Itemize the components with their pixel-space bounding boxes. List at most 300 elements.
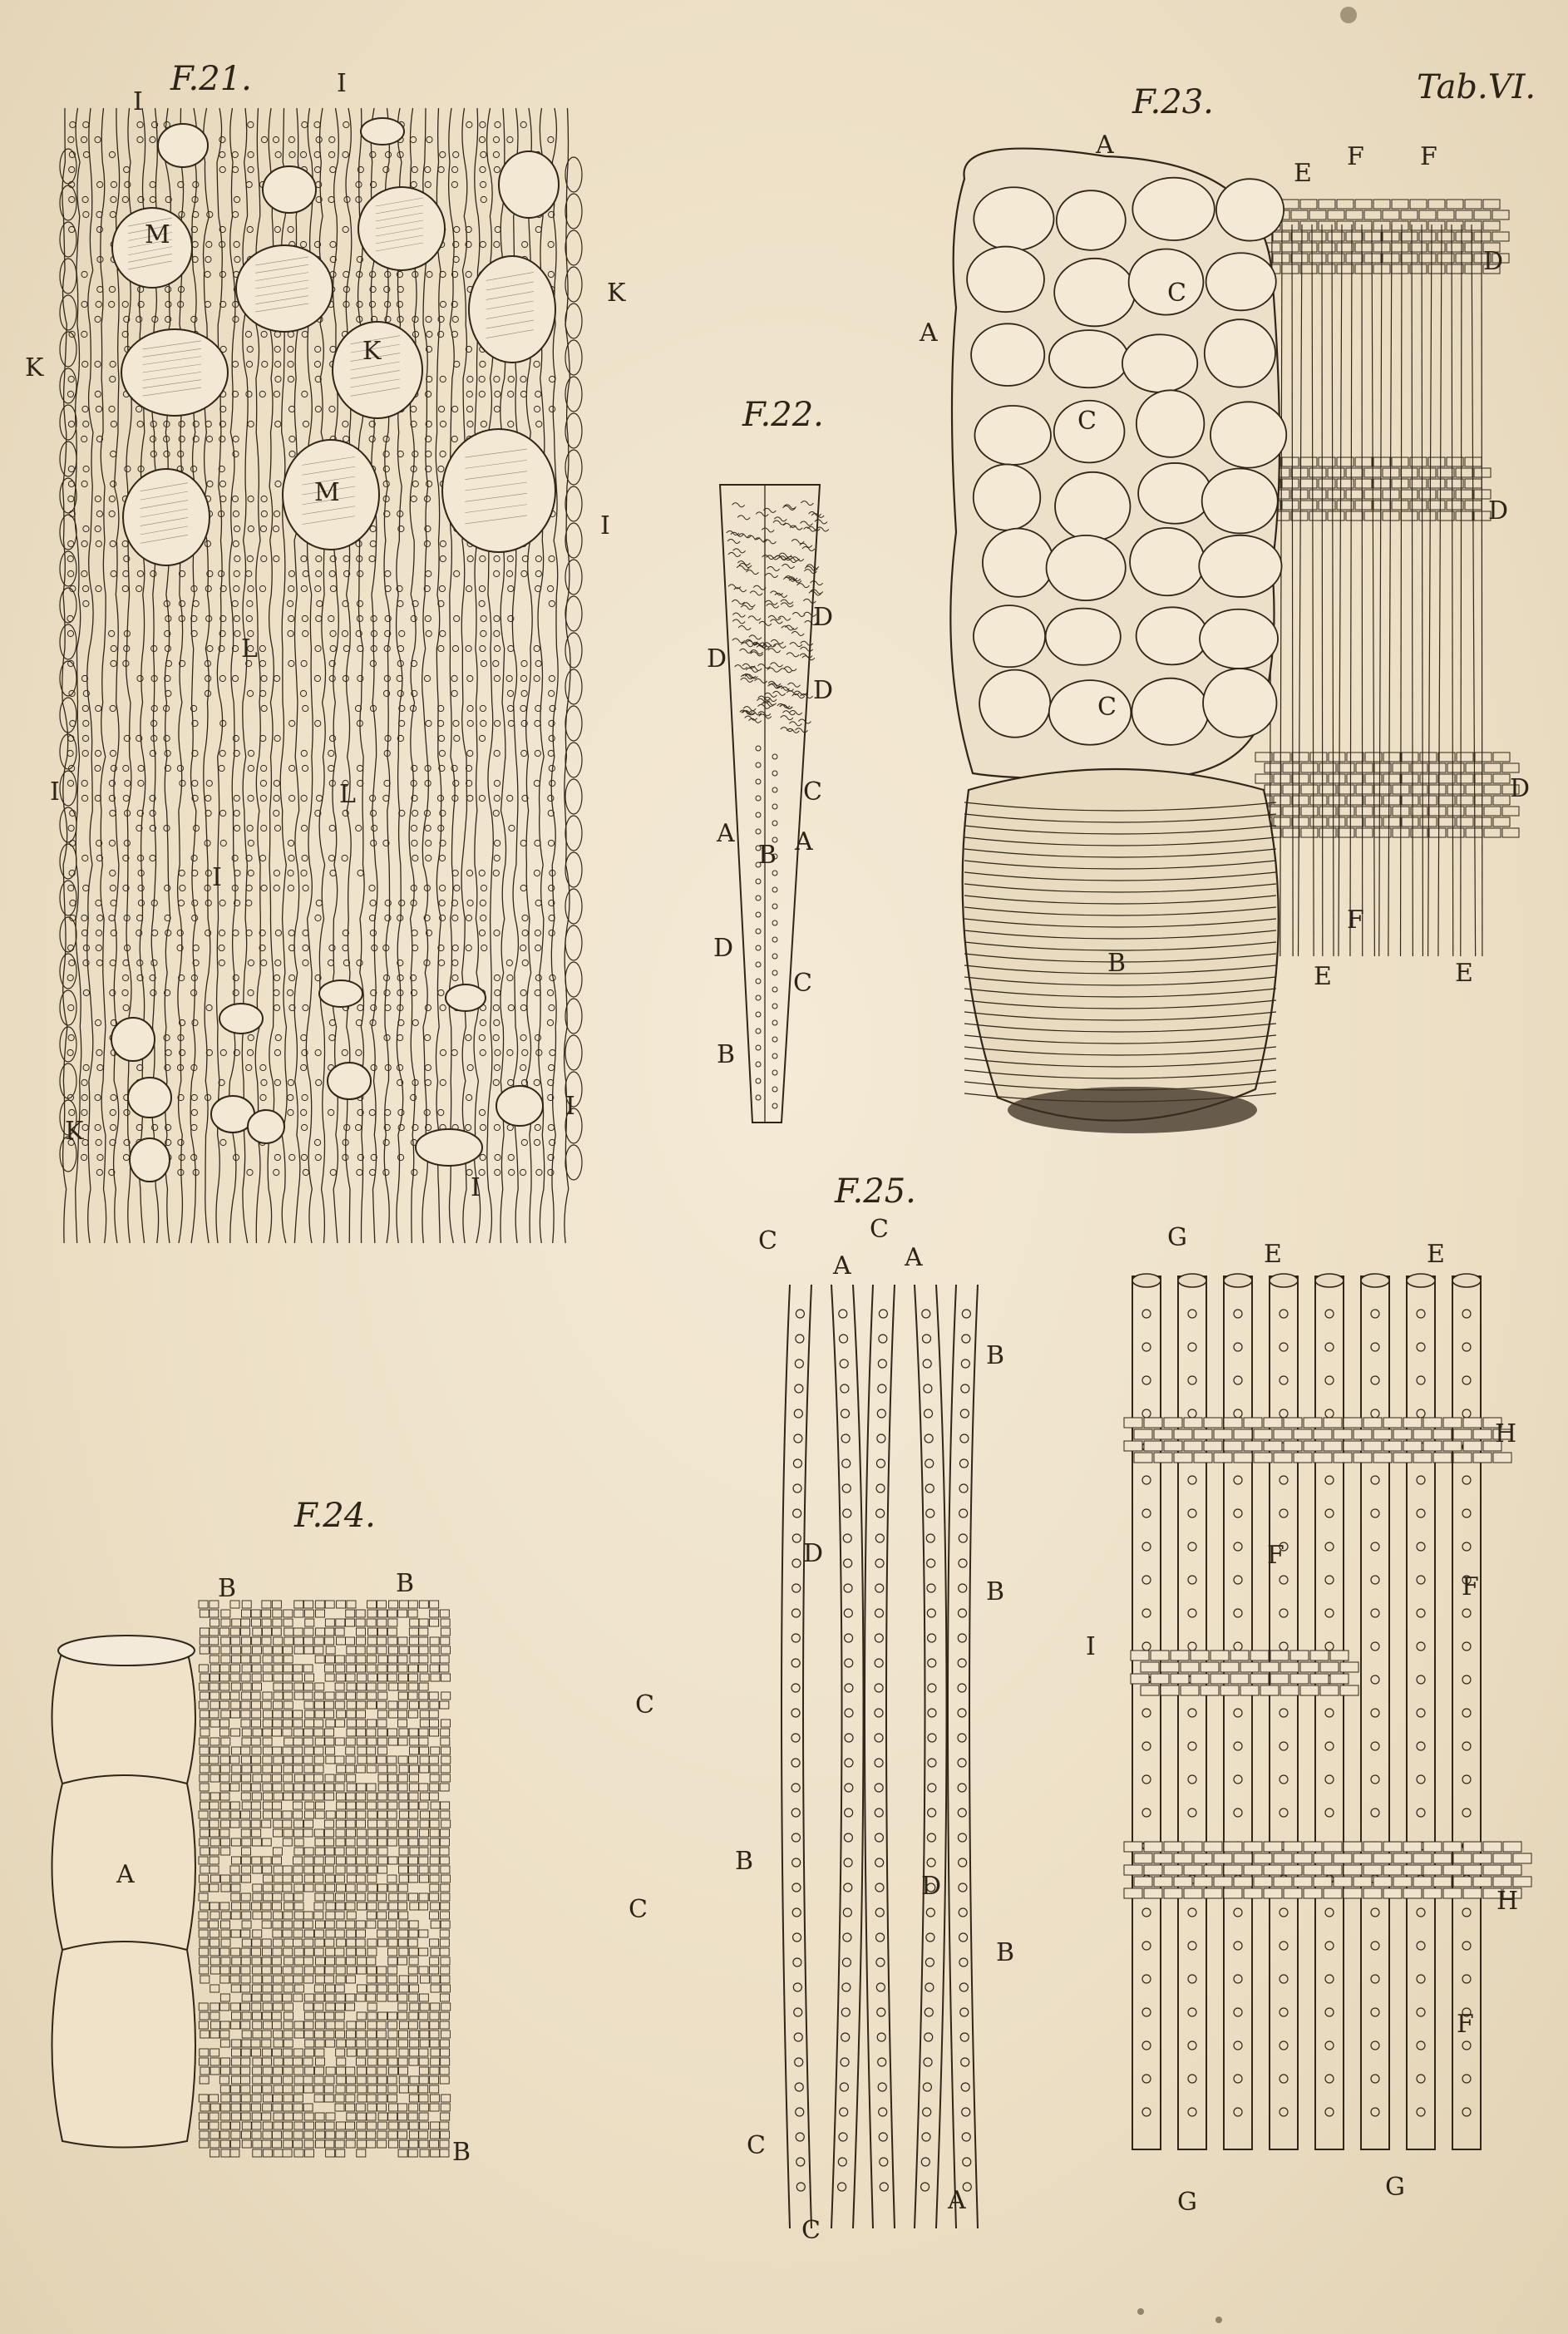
tissue-cell xyxy=(408,2085,417,2093)
vessel-pit xyxy=(925,1434,933,1443)
pit xyxy=(424,1109,430,1115)
pit xyxy=(300,151,306,157)
pit xyxy=(110,885,116,891)
tissue-cell xyxy=(242,1683,251,1690)
pit xyxy=(248,989,254,995)
tissue-cell xyxy=(398,1902,407,1910)
tissue-cell xyxy=(230,1628,239,1636)
ray-cell xyxy=(1274,753,1290,762)
tube-pit xyxy=(1325,1908,1334,1917)
tissue-cell xyxy=(440,1829,449,1837)
pit xyxy=(480,361,486,367)
tube-pit xyxy=(1462,1709,1471,1717)
tissue-cell xyxy=(409,2058,418,2065)
pit xyxy=(274,885,279,891)
tissue-cell xyxy=(357,1902,366,1910)
vessel-pit xyxy=(845,1784,853,1792)
tissue-cell xyxy=(316,1628,325,1636)
ray-cell xyxy=(1329,817,1345,827)
tissue-cell xyxy=(263,1747,272,1754)
pit xyxy=(520,1034,526,1040)
f21-label: L xyxy=(241,634,258,664)
ray-cell xyxy=(1355,501,1372,510)
pit xyxy=(467,1064,473,1070)
tissue-cell xyxy=(231,1884,240,1892)
tube-pit xyxy=(1142,1642,1151,1651)
pit xyxy=(247,1169,253,1175)
pit xyxy=(412,945,417,950)
strip-fleck xyxy=(741,643,753,647)
f25-label: D xyxy=(803,1539,824,1568)
tissue-cell xyxy=(304,1866,313,1873)
tissue-cell xyxy=(430,1765,439,1773)
ray-cell xyxy=(1383,511,1399,521)
tissue-cell xyxy=(441,1729,450,1736)
pit xyxy=(177,765,183,771)
tube-pit xyxy=(1325,1642,1334,1651)
tissue-cell xyxy=(377,1976,387,1983)
tissue-cell xyxy=(377,1756,386,1764)
tissue-cell xyxy=(347,1683,356,1690)
tissue-cell xyxy=(221,2058,230,2065)
tissue-cell xyxy=(440,2131,449,2139)
ray-cell xyxy=(1437,210,1454,220)
pit xyxy=(329,136,335,142)
tissue-cell xyxy=(409,1793,418,1800)
vessel-tube xyxy=(1315,1276,1344,2149)
ray-cell xyxy=(1447,243,1463,252)
ray-cell xyxy=(1493,796,1510,805)
tissue-cell xyxy=(429,1720,438,1727)
pit xyxy=(179,600,185,606)
tissue-cell xyxy=(367,1637,377,1645)
tissue-cell xyxy=(388,1985,397,1992)
vessel-pit xyxy=(878,2058,886,2066)
tissue-cell xyxy=(419,1692,428,1700)
tissue-cell xyxy=(367,2122,376,2129)
tissue-cell xyxy=(262,1966,271,1974)
tissue-cell xyxy=(305,1674,314,1681)
tissue-cell xyxy=(283,1875,292,1882)
tissue-cell xyxy=(304,2113,313,2120)
tissue-cell xyxy=(263,1765,272,1773)
tissue-cell xyxy=(377,1966,387,1974)
ray-cell xyxy=(1337,221,1354,230)
tissue-cell xyxy=(293,1628,303,1636)
tissue-cell xyxy=(420,2003,429,2011)
pit xyxy=(301,1154,307,1160)
vessel-pit xyxy=(845,1709,853,1717)
tube-pit xyxy=(1280,1376,1288,1384)
tissue-cell xyxy=(314,1912,323,1919)
tissue-cell xyxy=(241,2095,250,2102)
tissue-cell xyxy=(241,1985,250,1992)
ray-cell xyxy=(1356,785,1373,794)
tissue-cell xyxy=(326,1720,335,1727)
pit xyxy=(288,660,294,666)
tissue-cell xyxy=(294,1848,303,1855)
pit xyxy=(397,600,403,606)
edge-cell xyxy=(565,230,582,265)
tissue-cell xyxy=(232,2012,241,2020)
tissue-cell xyxy=(388,1966,397,1974)
tissue-cell xyxy=(315,1838,324,1846)
ray-cell xyxy=(1423,1441,1442,1451)
tissue-cell xyxy=(293,2058,302,2065)
pit xyxy=(522,915,528,920)
tissue-cell xyxy=(251,1610,260,1617)
tube-pit xyxy=(1280,1942,1288,1950)
bundle-fibre xyxy=(1322,225,1323,956)
tissue-cell xyxy=(304,1701,313,1709)
pit xyxy=(261,136,267,142)
tissue-cell xyxy=(293,2131,303,2139)
ray-cell xyxy=(1443,1441,1462,1451)
pit xyxy=(357,615,362,621)
pit xyxy=(275,930,281,935)
pit xyxy=(451,436,457,442)
pit xyxy=(248,151,254,157)
tissue-cell xyxy=(242,1601,251,1608)
tissue-cell xyxy=(378,1656,387,1663)
tissue-cell xyxy=(293,1710,303,1718)
tissue-cell xyxy=(221,1930,230,1937)
tissue-cell xyxy=(241,1829,250,1837)
pit xyxy=(534,645,540,651)
edge-cell xyxy=(565,925,582,960)
pit xyxy=(438,735,444,741)
ray-cell xyxy=(1473,1853,1492,1863)
pit xyxy=(178,900,184,905)
pit xyxy=(314,675,320,681)
tissue-cell xyxy=(346,1793,355,1800)
pit xyxy=(507,555,513,561)
tissue-cell xyxy=(273,2104,282,2111)
pit xyxy=(274,226,280,232)
tissue-cell xyxy=(253,1976,262,1983)
tissue-cell xyxy=(210,2122,219,2129)
vessel-pit xyxy=(925,1484,934,1493)
tissue-cell xyxy=(388,1948,397,1956)
pit xyxy=(234,526,239,531)
tissue-cell xyxy=(347,1893,356,1901)
pit xyxy=(384,989,390,995)
tissue-cell xyxy=(220,1674,229,1681)
tissue-cell xyxy=(347,1966,356,1974)
ray-cell xyxy=(1201,1662,1219,1672)
ray-cell xyxy=(1392,243,1408,252)
tissue-cell xyxy=(368,1884,377,1892)
tissue-cell xyxy=(220,1747,229,1754)
pit xyxy=(261,705,267,711)
tissue-cell xyxy=(315,2012,324,2020)
tissue-cell xyxy=(210,1838,219,1846)
pit xyxy=(342,855,348,861)
ray-cell xyxy=(1214,1877,1232,1887)
pit xyxy=(81,331,87,337)
pit xyxy=(301,750,307,756)
tissue-cell xyxy=(262,1921,271,1928)
tissue-cell xyxy=(419,2131,428,2139)
tissue-cell xyxy=(346,1738,355,1745)
tissue-cell xyxy=(430,2104,439,2111)
ray-cell xyxy=(1291,254,1308,263)
tissue-cell xyxy=(210,1710,219,1718)
tissue-cell xyxy=(210,1720,219,1727)
pit xyxy=(81,780,87,786)
ray-cell xyxy=(1428,243,1445,252)
vessel xyxy=(130,1138,170,1182)
tissue-cell xyxy=(419,1628,428,1636)
pit xyxy=(329,1034,335,1040)
tube-pit xyxy=(1417,1310,1425,1318)
tissue-cell xyxy=(398,1692,407,1700)
vessel-pit xyxy=(796,2133,804,2141)
strip-fleck xyxy=(782,564,795,568)
tissue-cell xyxy=(252,1710,261,1718)
figure-25 xyxy=(735,1172,1531,2245)
vessel xyxy=(446,984,486,1011)
pit xyxy=(466,406,472,412)
pit xyxy=(535,945,541,950)
pit xyxy=(289,451,295,456)
tissue-cell xyxy=(336,2131,345,2139)
vessel-pit xyxy=(875,1833,883,1842)
tissue-cell xyxy=(304,2003,313,2011)
pit xyxy=(67,555,73,561)
tube-pit xyxy=(1188,1409,1196,1418)
ray-cell xyxy=(1373,1429,1392,1439)
pit xyxy=(424,496,430,501)
pit xyxy=(520,675,526,681)
tissue-cell xyxy=(336,1857,345,1864)
pit xyxy=(343,421,348,427)
vessel-tube xyxy=(1178,1276,1206,2149)
tissue-cell xyxy=(294,1784,303,1791)
pit xyxy=(479,795,485,801)
tissue-cell xyxy=(399,2140,408,2148)
pit xyxy=(329,151,335,157)
pit xyxy=(438,466,444,471)
tissue-cell xyxy=(304,1875,313,1882)
tissue-cell xyxy=(253,1893,262,1901)
edge-cell xyxy=(565,889,582,924)
pit xyxy=(494,645,500,651)
ray-cell xyxy=(1344,1441,1362,1451)
ray-cell xyxy=(1338,763,1354,772)
pit xyxy=(424,675,430,681)
ray-cell xyxy=(1456,232,1472,241)
tissue-cell xyxy=(357,2067,366,2075)
ray-cell xyxy=(1374,807,1391,816)
vessel-pit xyxy=(842,1958,851,1966)
tissue-cell xyxy=(430,2095,439,2102)
vessel xyxy=(263,166,316,213)
ray-cell xyxy=(1330,1674,1349,1684)
tissue-cell xyxy=(419,1866,428,1873)
ray-cell xyxy=(1474,232,1491,241)
tissue-cell xyxy=(253,1628,262,1636)
ray-cell xyxy=(1344,1418,1362,1428)
tissue-cell xyxy=(398,1665,407,1672)
vessel-pit xyxy=(962,2108,970,2116)
pit xyxy=(82,735,88,741)
pit xyxy=(248,1034,254,1040)
tissue-cell xyxy=(389,1902,398,1910)
tissue-cell xyxy=(367,1692,377,1700)
tissue-cell xyxy=(430,1866,439,1873)
tissue-cell xyxy=(221,1838,230,1846)
tissue-cell xyxy=(408,1976,417,1983)
vessel-cell xyxy=(1137,390,1205,456)
pit xyxy=(495,391,500,397)
tube-pit xyxy=(1325,1942,1334,1950)
tube-pit xyxy=(1417,2008,1425,2016)
pit xyxy=(303,885,308,891)
pit xyxy=(397,1154,403,1160)
tissue-cell xyxy=(346,2067,355,2075)
tissue-cell xyxy=(241,2049,250,2056)
tissue-cell xyxy=(303,1912,313,1919)
tissue-cell xyxy=(410,1738,419,1745)
tissue-cell xyxy=(440,1848,449,1855)
pit xyxy=(522,960,528,965)
strip-fleck xyxy=(768,649,781,653)
tissue-cell xyxy=(368,1674,377,1681)
pit xyxy=(192,780,198,786)
tissue-cell xyxy=(241,2131,250,2139)
tissue-cell xyxy=(199,1601,208,1608)
ray-cell xyxy=(1283,785,1299,794)
tube-pit xyxy=(1417,1376,1425,1384)
tissue-cell xyxy=(284,1619,293,1626)
vessel-pit xyxy=(793,1958,801,1966)
tissue-cell xyxy=(221,1912,230,1919)
tissue-cell xyxy=(200,1683,209,1690)
tissue-cell xyxy=(293,1756,303,1764)
tissue-cell xyxy=(388,1957,397,1965)
tissue-cell xyxy=(273,1784,282,1791)
pit xyxy=(509,825,515,831)
pit xyxy=(83,585,89,591)
tissue-cell xyxy=(273,1848,282,1855)
tissue-cell xyxy=(273,2140,282,2148)
vessel-pit xyxy=(928,1709,936,1717)
ray-cell xyxy=(1373,479,1390,488)
tube-segment xyxy=(52,1942,196,2148)
tissue-cell xyxy=(210,1747,219,1754)
ray-cell xyxy=(1413,1877,1432,1887)
pit xyxy=(83,526,89,531)
ray-cell xyxy=(1244,1865,1262,1875)
tissue-cell xyxy=(316,1957,325,1965)
pit xyxy=(411,825,417,831)
strip-fleck xyxy=(771,639,783,644)
pit xyxy=(110,361,116,367)
ray-cell xyxy=(1260,1662,1279,1672)
pit xyxy=(219,151,225,157)
tissue-cell xyxy=(378,1902,387,1910)
tissue-cell xyxy=(367,2076,377,2084)
ray-cell xyxy=(1164,1865,1182,1875)
tissue-cell xyxy=(304,1628,313,1636)
pit xyxy=(110,211,116,217)
ray-cell xyxy=(1474,468,1491,477)
ray-cell xyxy=(1280,1685,1299,1695)
tissue-cell xyxy=(398,1683,407,1690)
tissue-cell xyxy=(388,1784,397,1791)
pit xyxy=(301,1109,307,1115)
pit xyxy=(303,630,308,636)
tissue-cell xyxy=(325,1921,334,1928)
pit xyxy=(466,1094,472,1100)
tissue-cell xyxy=(284,2113,293,2120)
f21-label: I xyxy=(565,1092,575,1121)
tissue-cell xyxy=(346,1747,355,1754)
ray-cell xyxy=(1363,1888,1382,1898)
tissue-cell xyxy=(231,1838,240,1846)
f23-label: C xyxy=(1097,693,1117,722)
vessel-pit xyxy=(928,1808,936,1817)
pit xyxy=(534,780,540,786)
vessel-pit xyxy=(924,2058,932,2066)
ray-cell xyxy=(1282,479,1299,488)
ray-cell xyxy=(1340,1685,1358,1695)
pit xyxy=(97,1154,103,1160)
ray-cell xyxy=(1184,1865,1202,1875)
tissue-cell xyxy=(409,2095,418,2102)
tissue-cell xyxy=(293,1966,303,1974)
tube-pit xyxy=(1371,1775,1379,1784)
pit xyxy=(452,166,458,172)
edge-cell xyxy=(565,779,582,814)
tissue-cell xyxy=(410,1848,419,1855)
tissue-cell xyxy=(408,1866,417,1873)
tissue-cell xyxy=(283,1838,292,1846)
tissue-cell xyxy=(263,1738,272,1745)
tissue-cell xyxy=(314,1729,323,1736)
tissue-cell xyxy=(283,1729,292,1736)
tissue-cell xyxy=(430,1820,439,1828)
pit xyxy=(342,630,348,636)
tissue-cell xyxy=(284,2003,293,2011)
tissue-cell xyxy=(367,1619,376,1626)
ray-cell xyxy=(1314,1453,1332,1463)
pit xyxy=(125,181,131,187)
figure-23-vessel xyxy=(950,149,1286,1133)
pit xyxy=(123,1004,129,1010)
tissue-cell xyxy=(272,1811,281,1818)
vessel-cell xyxy=(1055,472,1130,541)
tissue-cell xyxy=(357,1957,367,1965)
tube-pit xyxy=(1280,2008,1288,2016)
bundle-fibre xyxy=(1401,225,1402,956)
tissue-cell xyxy=(220,2085,229,2093)
pit xyxy=(274,735,280,741)
tissue-cell xyxy=(284,1893,293,1901)
pit xyxy=(274,1079,280,1085)
vessel-pit xyxy=(925,1983,934,1991)
pit xyxy=(275,421,281,427)
pit xyxy=(328,615,334,621)
vessel-pit xyxy=(791,1609,800,1617)
ray-cell xyxy=(1474,210,1491,220)
ray-cell xyxy=(1184,1441,1202,1451)
tissue-cell xyxy=(325,1774,334,1782)
tissue-cell xyxy=(274,2040,283,2047)
pit xyxy=(150,451,156,456)
tissue-cell xyxy=(230,1692,239,1700)
